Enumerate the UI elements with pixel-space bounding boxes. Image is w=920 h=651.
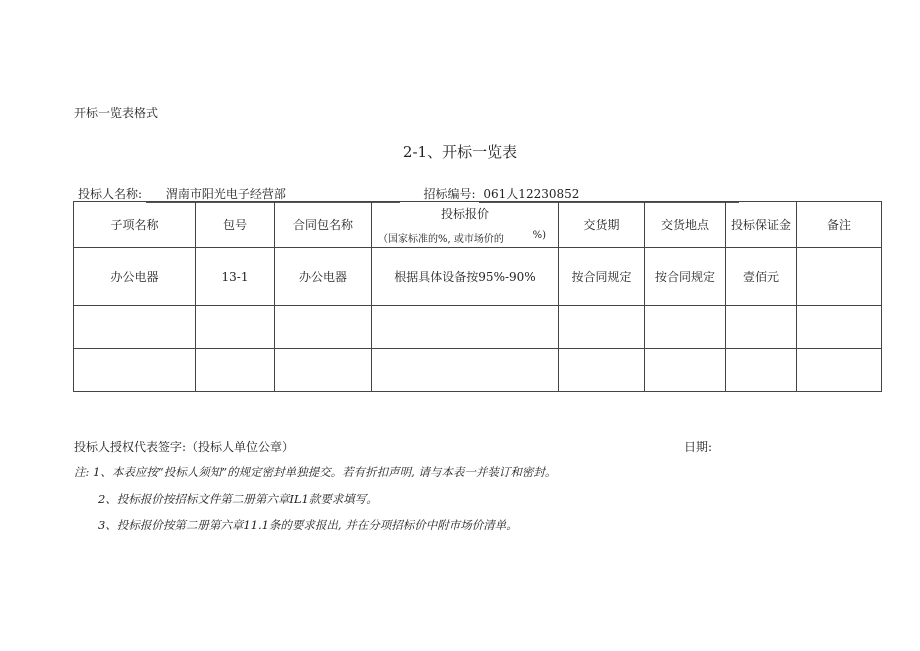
header-cell: 交货期 xyxy=(559,202,645,248)
header-price-subnote: （国家标准的%, 或市场价的 %) xyxy=(378,229,546,245)
header-price-label: 投标报价 xyxy=(440,206,489,221)
note-3: 3、投标报价按第二册第六章11.1条的要求报出, 并在分项招标价中附市场价清单。 xyxy=(98,518,518,532)
table-cell xyxy=(797,349,882,392)
table-cell xyxy=(726,306,797,349)
table-cell xyxy=(196,306,275,349)
bid-number-value: 061人12230852 xyxy=(479,185,739,203)
table-cell: 根据具体设备按95%-90% xyxy=(372,248,559,306)
table-cell: 办公电器 xyxy=(74,248,196,306)
header-cell: 投标保证金 xyxy=(726,202,797,248)
table-cell: 按合同规定 xyxy=(559,248,645,306)
table-cell: 13-1 xyxy=(196,248,275,306)
header-cell: 合同包名称 xyxy=(275,202,372,248)
note-2: 2、投标报价按招标文件第二册第六章IL1款要求填写。 xyxy=(98,492,378,506)
table-cell xyxy=(275,349,372,392)
header-cell-price xyxy=(372,202,559,248)
table-cell xyxy=(797,306,882,349)
signature-line: 投标人授权代表签字:（投标人单位公章） xyxy=(74,440,295,454)
table-cell xyxy=(372,306,559,349)
bidder-name-label: 投标人名称: xyxy=(78,187,143,201)
header-cell: 子项名称 xyxy=(74,202,196,248)
table-row xyxy=(74,248,882,306)
table-cell: 办公电器 xyxy=(275,248,372,306)
page-title: 2-1、开标一览表 xyxy=(402,143,518,161)
table-header-row xyxy=(74,202,882,248)
table-cell: 按合同规定 xyxy=(645,248,726,306)
table-cell xyxy=(275,306,372,349)
table-cell xyxy=(372,349,559,392)
header-cell: 备注 xyxy=(797,202,882,248)
table-cell: 壹佰元 xyxy=(726,248,797,306)
table-row xyxy=(74,349,882,392)
header-cell: 交货地点 xyxy=(645,202,726,248)
table-cell xyxy=(196,349,275,392)
date-label: 日期: xyxy=(684,440,713,454)
header-cell: 包号 xyxy=(196,202,275,248)
bidder-name-value: 渭南市阳光电子经营部 xyxy=(146,185,400,203)
bid-opening-table xyxy=(73,201,882,392)
table-cell xyxy=(645,306,726,349)
table-cell xyxy=(726,349,797,392)
table-cell xyxy=(559,306,645,349)
bid-number-label: 招标编号: xyxy=(423,187,476,201)
table-cell xyxy=(797,248,882,306)
table-row xyxy=(74,306,882,349)
note-1: 注: 1、本表应按“投标人须知”的规定密封单独提交。若有折扣声明, 请与本表一并装订和密封。 xyxy=(74,465,557,479)
document-heading: 开标一览表格式 xyxy=(74,106,159,120)
table-cell xyxy=(645,349,726,392)
table-cell xyxy=(559,349,645,392)
table-cell xyxy=(74,306,196,349)
table-cell xyxy=(74,349,196,392)
